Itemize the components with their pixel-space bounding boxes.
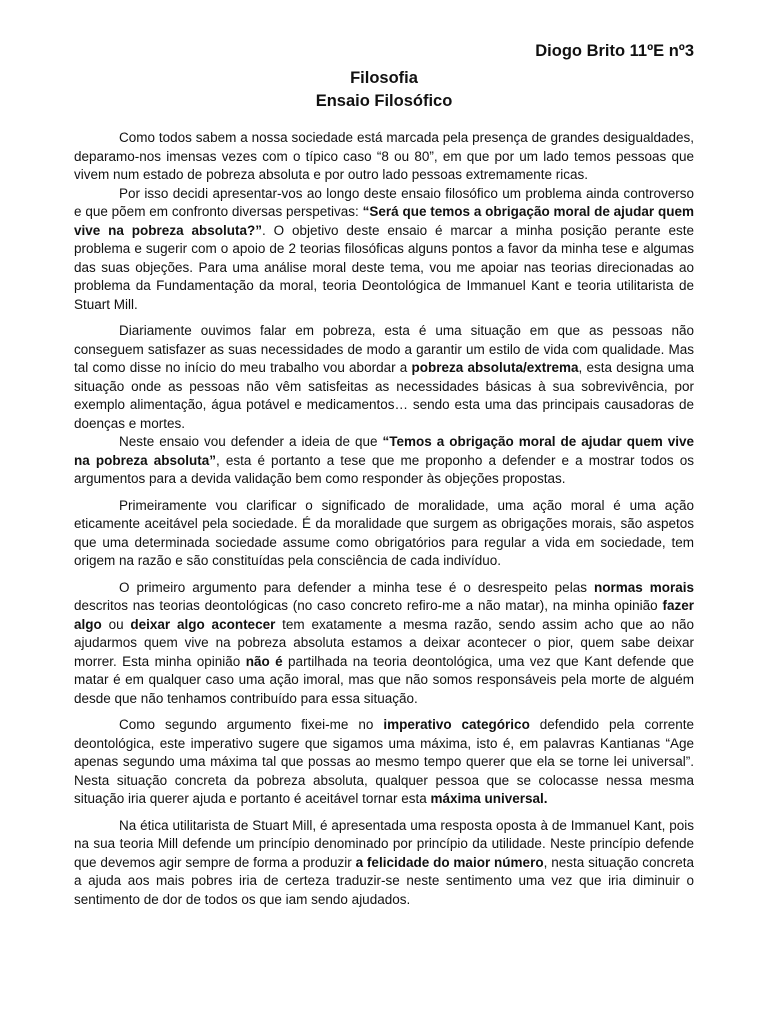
thesis-statement: “Temos a obrigação moral de ajudar quem vive na pobreza absoluta” — [74, 434, 694, 468]
emphasis-moral-norms: normas morais — [593, 579, 694, 595]
emphasis-do-something: fazer algo — [74, 598, 694, 632]
paragraph-thesis — [74, 433, 694, 489]
paragraph-second-argument — [74, 716, 694, 809]
emphasis-let-happen: deixar algo acontecer — [130, 616, 276, 632]
paragraph-text: partilhada na teoria deontológica, uma vez que Kant defende que matar é em qualquer caso uma ação imoral, mas que não somos responsáveis pela morte de alguém desde que não tenhamos contribuído para essa situação. — [74, 653, 694, 706]
paragraph-first-argument — [74, 579, 694, 709]
paragraph-text: descritos nas teorias deontológicas (no caso concreto refiro-me a não matar), na minha opinião — [74, 598, 663, 613]
paragraph-text: , esta é portanto a tese que me proponho a defender e a mostrar todos os argumentos para a devida validação bem como responder às objeções propostas. — [74, 452, 694, 486]
paragraph-morality — [74, 497, 694, 571]
paragraph-text: tem exatamente a mesma razão, sendo assim acho que ao não ajudarmos quem vive na pobreza absoluta estamos a deixar acontecer o pior, quem sabe deixar morrer. Esta minha opinião — [74, 616, 694, 669]
paragraph-text: Por isso decidi apresentar-vos ao longo deste ensaio filosófico um problema ainda controverso e que põem em confronto diversas perspetivas: — [74, 185, 694, 219]
paragraph-text: Como todos sabem a nossa sociedade está marcada pela presença de grandes desigualdades, deparamo-nos imensas vezes com o típico caso “8 ou 80”, em que por um lado temos pessoas que vivem num estado de pobreza absoluta e por outro lado pessoas extremamente ricas. — [74, 130, 694, 182]
emphasis-greatest-happiness: a felicidade do maior número — [355, 854, 544, 870]
emphasis-not-is: não é — [245, 653, 283, 669]
emphasis-poverty: pobreza absoluta/extrema — [411, 360, 579, 375]
paragraph-text: ou — [101, 616, 131, 632]
title-block — [0, 67, 768, 113]
author-line: Diogo Brito 11ºE nº3 — [535, 42, 694, 60]
emphasis-universal-maxim: máxima universal. — [430, 791, 548, 806]
paragraph-text: Neste ensaio vou defender a ideia de que — [119, 434, 383, 449]
problem-question: “Será que temos a obrigação moral de ajudar quem vive na pobreza absoluta?” — [74, 204, 694, 238]
paragraph-problem — [74, 185, 694, 315]
paragraph-utilitarian — [74, 817, 694, 910]
subject-title: Filosofia — [350, 69, 418, 87]
paragraph-text: Primeiramente vou clarificar o significado de moralidade, uma ação moral é uma ação eticamente aceitável pela sociedade. É da moralidade que surgem as obrigações morais, são aspetos que uma determinada sociedade assume como obrigatórios para regular a vida em sociedade, tem origem na razão e são constituídas pela consciência de cada indivíduo. — [74, 497, 694, 568]
paragraph-text: . O objetivo deste ensaio é marcar a minha posição perante este problema e sugerir com o apoio de 2 teorias filosóficas alguns pontos a favor da minha tese e algumas das suas objeções. Para uma análise moral deste tema, vou me apoiar nas teorias direcionadas ao problema da Fundamentação da moral, teoria Deontológica de Immanuel Kant e teoria utilitarista de Stuart Mill. — [74, 222, 694, 312]
paragraph-text: Diariamente ouvimos falar em pobreza, esta é uma situação em que as pessoas não conseguem satisfazer as suas necessidades de modo a garantir um estilo de vida com qualidade. Mas tal como disse no início do meu trabalho vou abordar a — [74, 323, 694, 375]
emphasis-categorical-imperative: imperativo categórico — [383, 717, 530, 732]
paragraph-text: , nesta situação concreta a ajuda aos mais pobres iria de certeza traduzir-se neste sentimento uma vez que iria diminuir o sentimento de dor de todos os que iam sendo ajudados. — [74, 854, 695, 907]
paragraph-intro — [74, 129, 694, 185]
essay-title: Ensaio Filosófico — [315, 92, 453, 110]
essay-body — [74, 129, 694, 909]
paragraph-text: defendido pela corrente deontológica, este imperativo sugere que sigamos uma máxima, isto é, em palavras Kantianas “Age apenas segundo uma máxima tal que possas ao mesmo tempo querer que ela se torne lei universal”. Nesta situação concreta da pobreza absoluta, qualquer pessoa que se colocasse nessa mesma situação iria querer ajuda e portanto é aceitável tornar esta — [74, 717, 694, 806]
paragraph-text: Na ética utilitarista de Stuart Mill, é apresentada uma resposta oposta à de Immanuel Kant, pois na sua teoria Mill defende um princípio denominado por princípio da utilidade. Neste princípio defende que devemos agir sempre de forma a produzir — [74, 817, 694, 870]
paragraph-text: O primeiro argumento para defender a minha tese é o desrespeito pelas — [119, 579, 594, 595]
paragraph-poverty — [74, 322, 694, 433]
paragraph-text: , esta designa uma situação onde as pessoas não vêm satisfeitas as necessidades básicas à sua sobrevivência, por exemplo alimentação, água potável e medicamentos… sendo esta uma das principais causadoras de doenças e mortes. — [74, 360, 694, 431]
paragraph-text: Como segundo argumento fixei-me no — [119, 717, 384, 732]
